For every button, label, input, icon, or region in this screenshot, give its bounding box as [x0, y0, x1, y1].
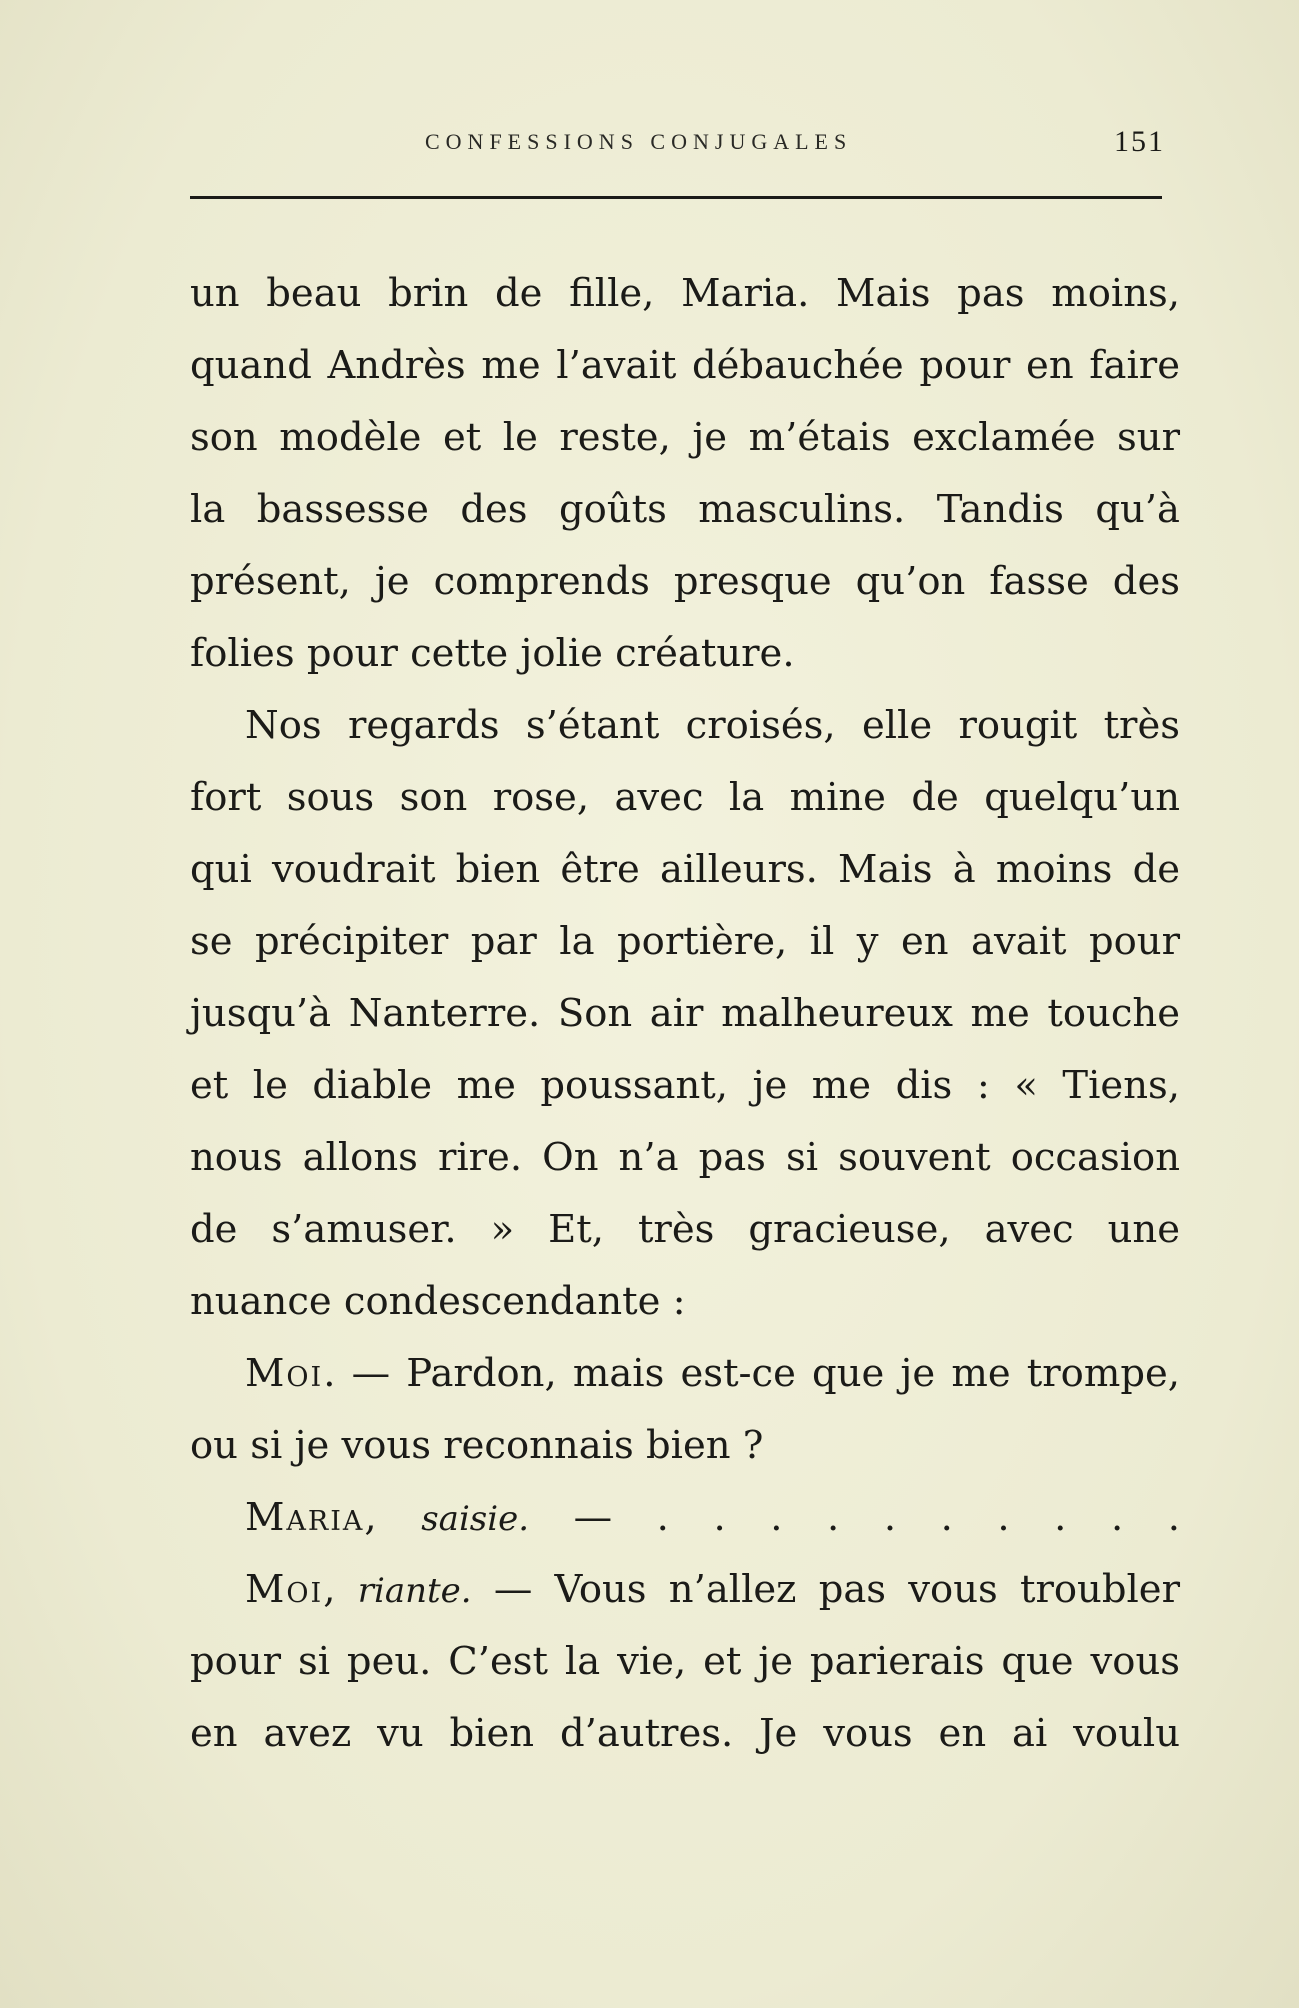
text-line: folies pour cette jolie créature. — [190, 631, 795, 676]
text-line: la bassesse des goûts masculins. Tandis qu’à — [190, 487, 1180, 532]
speaker-name: Moi — [245, 1567, 324, 1612]
text-line: nuance condescendante : — [190, 1279, 686, 1324]
text-line: nous allons rire. On n’a pas si souvent occasion — [190, 1135, 1180, 1180]
text-line: se précipiter par la portière, il y en avait pour — [190, 919, 1180, 964]
text-line: présent, je comprends presque qu’on fasse des — [190, 559, 1180, 604]
text-line: quand Andrès me l’avait débauchée pour en faire — [190, 343, 1180, 388]
page-number: 151 — [1114, 125, 1165, 158]
dialogue-line: Maria, saisie. — . . . . . . . . . . — [245, 1495, 1180, 1540]
stage-direction: riante. — [357, 1571, 472, 1611]
dialogue-line: Moi, riante. — Vous n’allez pas vous troubler — [245, 1567, 1180, 1612]
text-line: jusqu’à Nanterre. Son air malheureux me touche — [190, 991, 1180, 1036]
text-line: et le diable me poussant, je me dis : « Tiens, — [190, 1063, 1180, 1108]
dialogue-text: — Vous n’allez pas vous troubler — [471, 1567, 1180, 1612]
running-head — [190, 125, 1165, 165]
dialogue-text: — . . . . . . . . . . — [529, 1495, 1180, 1540]
dialogue-continuation: pour si peu. C’est la vie, et je parierais que vous — [190, 1639, 1180, 1684]
text-line: de s’amuser. » Et, très gracieuse, avec une — [190, 1207, 1180, 1252]
dialogue-text: . — Pardon, mais est-ce que je me trompe, — [323, 1351, 1180, 1396]
speaker-name: Moi — [245, 1351, 324, 1396]
text-line: Nos regards s’étant croisés, elle rougit très — [245, 703, 1180, 748]
dialogue-line — [190, 1338, 1180, 1410]
text-line: qui voudrait bien être ailleurs. Mais à moins de — [190, 847, 1180, 892]
text-line: fort sous son rose, avec la mine de quelqu’un — [190, 775, 1180, 820]
text-line: un beau brin de fille, Maria. Mais pas moins, — [190, 271, 1180, 316]
header-rule — [190, 196, 1162, 199]
dialogue-continuation: ou si je vous reconnais bien ? — [190, 1423, 764, 1468]
speaker-name: Maria — [245, 1495, 365, 1540]
body-text — [190, 258, 1180, 1770]
running-title: CONFESSIONS CONJUGALES — [425, 129, 853, 154]
stage-direction: saisie. — [421, 1499, 530, 1539]
dialogue-continuation: en avez vu bien d’autres. Je vous en ai voulu — [190, 1711, 1180, 1756]
text-line: son modèle et le reste, je m’étais exclamée sur — [190, 415, 1180, 460]
